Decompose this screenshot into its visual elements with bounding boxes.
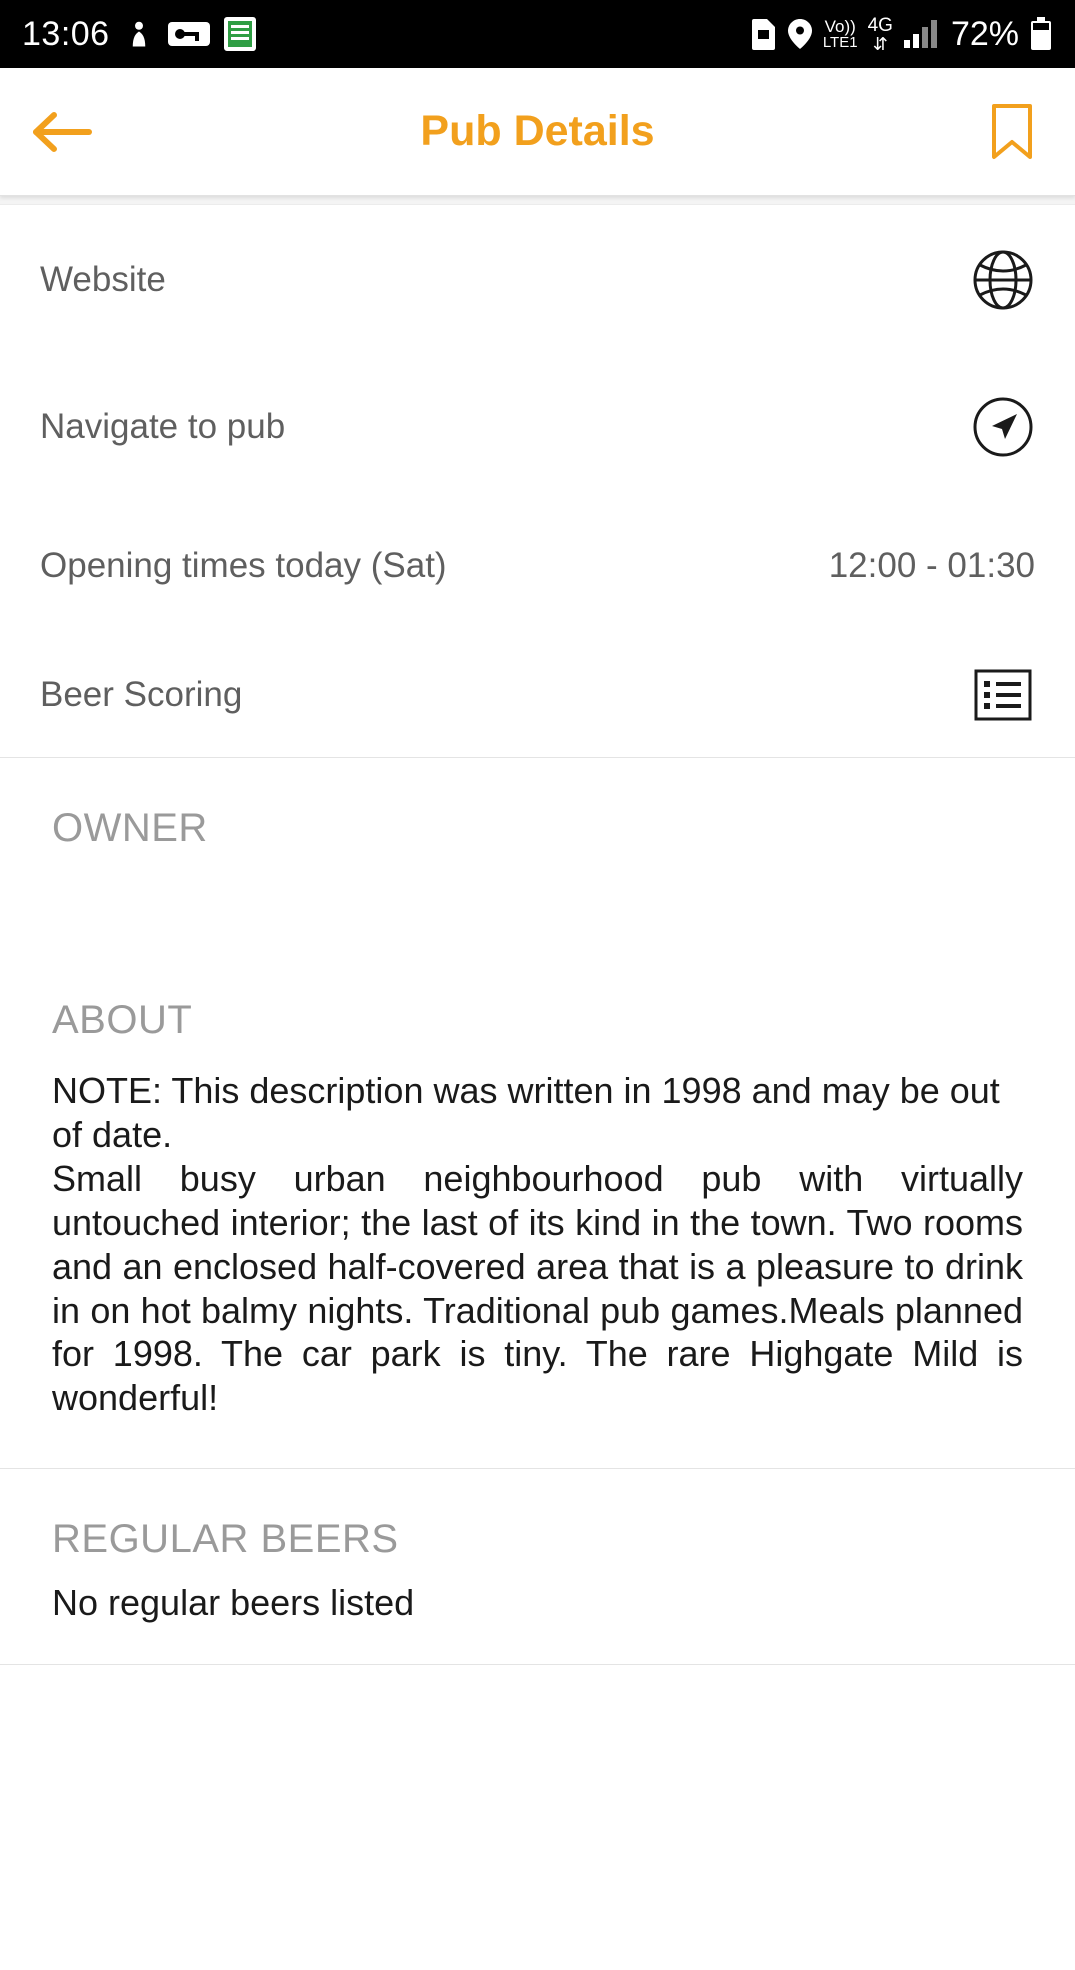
app-bar bbox=[0, 68, 1075, 196]
data-arrows-icon: 4G ⇵ bbox=[867, 14, 893, 54]
row-beer-scoring[interactable] bbox=[0, 633, 1075, 757]
about-section bbox=[0, 950, 1075, 1468]
location-pin-icon bbox=[787, 18, 813, 50]
status-time: 13:06 bbox=[22, 14, 110, 53]
row-website[interactable] bbox=[0, 205, 1075, 355]
back-button[interactable] bbox=[28, 97, 98, 167]
row-opening-times-value: 12:00 - 01:30 bbox=[828, 546, 1035, 585]
updown-arrows-icon: ⇵ bbox=[872, 33, 888, 54]
about-text: Small busy urban neighbourhood pub with virtually untouched interior; the last of its kind in the town. Two rooms and an enclosed half-covered area that is a pleasure to drink in on hot balmy nights. Traditional pub games.Meals planned for 1998. The car park is tiny. The rare Highgate Mild is wonderful! bbox=[52, 1157, 1023, 1419]
list-icon[interactable] bbox=[971, 663, 1035, 727]
vpn-key-icon bbox=[168, 20, 210, 48]
globe-icon[interactable] bbox=[971, 248, 1035, 312]
battery-percentage: 72% bbox=[950, 14, 1019, 53]
arrow-left-icon bbox=[32, 110, 94, 154]
about-body bbox=[52, 1043, 1023, 1468]
battery-icon bbox=[1029, 17, 1053, 51]
regular-beers-section bbox=[0, 1469, 1075, 1664]
divider-bottom bbox=[0, 1664, 1075, 1665]
page-title: Pub Details bbox=[420, 107, 655, 155]
navigation-arrow-icon[interactable] bbox=[971, 395, 1035, 459]
about-section-title: ABOUT bbox=[52, 998, 193, 1042]
row-beer-scoring-label: Beer Scoring bbox=[40, 675, 243, 714]
content-top-spacer bbox=[0, 196, 1075, 205]
bookmark-outline-icon bbox=[990, 103, 1034, 161]
owner-section bbox=[0, 758, 1075, 950]
status-bar bbox=[0, 0, 1075, 68]
row-website-label: Website bbox=[40, 260, 166, 299]
bookmark-button[interactable] bbox=[977, 97, 1047, 167]
row-opening-times bbox=[0, 499, 1075, 633]
regular-beers-title: REGULAR BEERS bbox=[52, 1517, 399, 1562]
volte-icon: Vo)) LTE1 bbox=[822, 17, 858, 51]
spreadsheet-icon bbox=[224, 17, 256, 51]
status-bar-left bbox=[22, 15, 256, 54]
status-bar-right bbox=[749, 15, 1053, 54]
signal-bars-icon bbox=[903, 19, 937, 49]
details-content bbox=[0, 196, 1075, 1970]
owner-section-title: OWNER bbox=[52, 806, 208, 850]
about-note: NOTE: This description was written in 1998 and may be out of date. bbox=[52, 1070, 1000, 1155]
row-opening-times-label: Opening times today (Sat) bbox=[40, 546, 447, 585]
sd-card-icon bbox=[749, 18, 777, 50]
owner-value bbox=[52, 851, 1023, 925]
row-navigate-to-pub[interactable] bbox=[0, 355, 1075, 499]
do-not-disturb-icon bbox=[124, 19, 154, 49]
regular-beers-empty: No regular beers listed bbox=[52, 1582, 415, 1624]
row-navigate-label: Navigate to pub bbox=[40, 407, 286, 446]
